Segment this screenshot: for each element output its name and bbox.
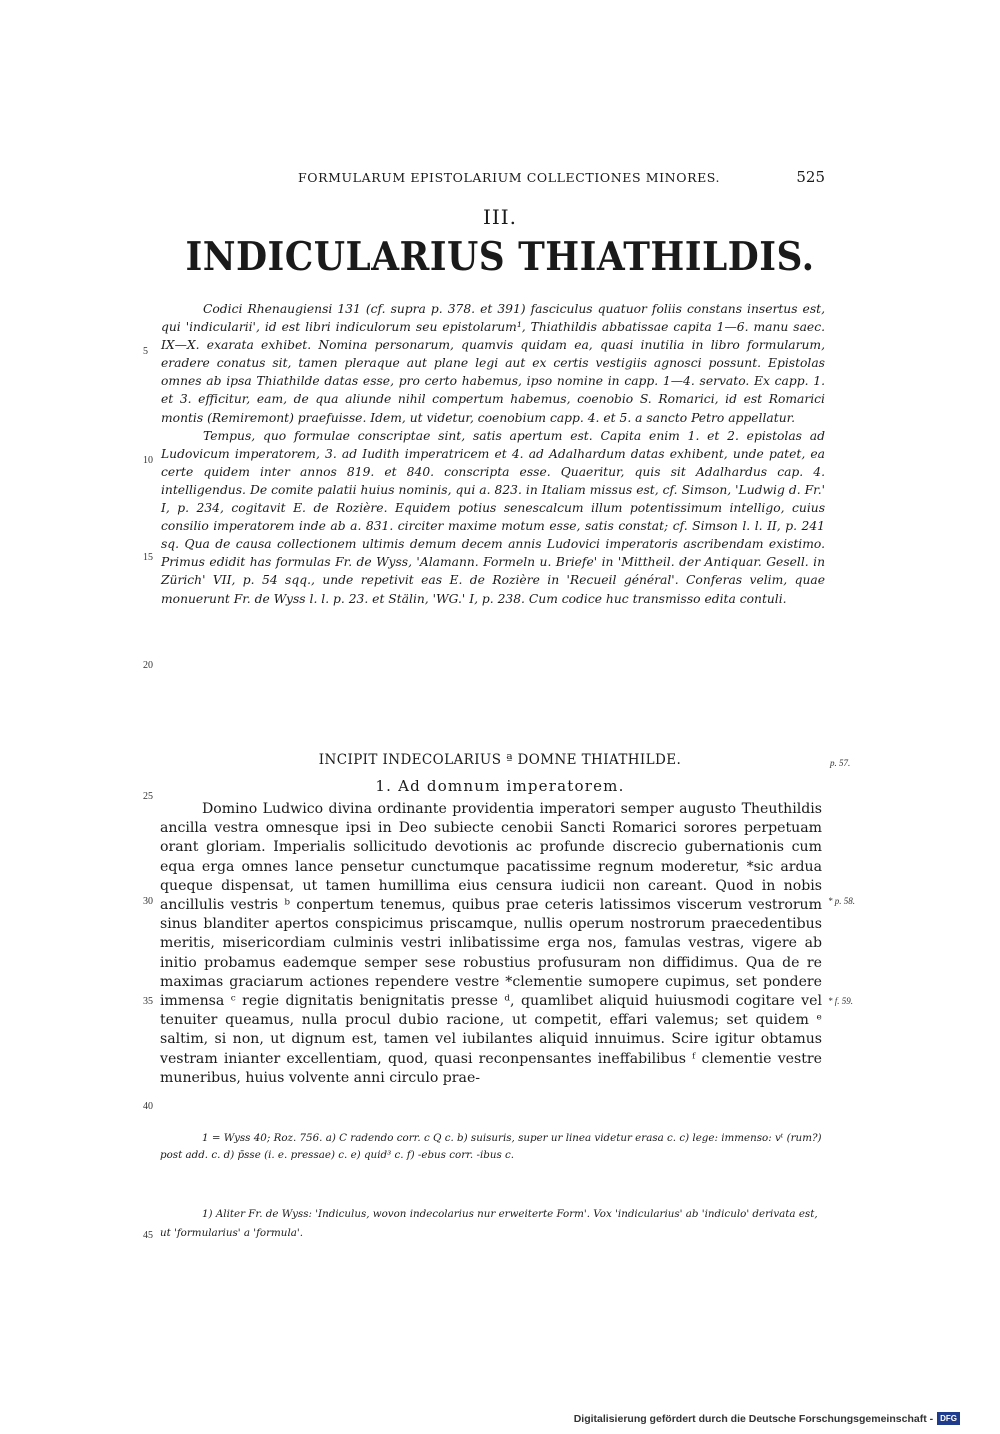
line-number: 35 bbox=[143, 996, 153, 1007]
page-number: 525 bbox=[796, 168, 825, 186]
line-number: 30 bbox=[143, 896, 153, 907]
section-heading: 1. Ad domnum imperatorem. bbox=[375, 777, 625, 795]
intro-paragraph: Codici Rhenaugiensi 131 (cf. supra p. 378. et 391) fasciculus quatuor foliis constans insertus est, qui 'indicularii', id est libri indiculorum seu epistolarum¹, Thiathildis abbatissae capita 1—6. manu saec. IX—X. exarata exhibet. Nomina personarum, quamvis quidam ea, quasi inutilia in libro formularum, eradere conatus sit, tamen pleraque aut plane legi aut ex certis vestigiis agnosci possunt. Epistolas omnes ab ipsa Thiathilde datas esse, pro certo habemus, ipso nomine in capp. 1—4. servato. Ex capp. 1. et 3. efficitur, eam, de qua aliunde nihil compertum habemus, coenobio S. Romarici, id est Romarici montis (Remiremont) praefuisse. Idem, ut videtur, coenobium capp. 4. et 5. a sancto Petro appellatur. bbox=[161, 302, 825, 425]
letter-paragraph: Domino Ludwico divina ordinante providentia imperatori semper augusto Theuthildis ancilla vestra omnesque ipsi in Deo subiecte cenobii Sancti Romarici sorores perpetuam orant gloriam. Imperialis sollicitudo devotionis ac profunde discrecio gubernationis cum equa erga omnes lance pensetur cunctumque pacatissime regnum moderetur, *sic ardua queque dispensat, ut tamen humillima eius censura iudicii non careant. Quod in nobis ancillulis vestris ᵇ conpertum tenemus, quibus prae ceteris latissimos viscerum vestrorum sinus blanditer apertos conspicimus priscamque, nullis operum nostrorum praecedentibus meritis, misericordiam culminis vestri inlibatissime erga nos, famulas vestras, vigere ab initio probamus eademque semper sese robustius profusuram non diffidimus. Qua de re maximas graciarum actiones rependere vestre *clementie sumopere cupimus, set pondere immensa ᶜ regie dignitatis benignitatis presse ᵈ, quamlibet aliquid huiusmodi cogitare vel tenuiter queamus, nulla procul dubio racione, ut competit, effari valemus; set quidem ᵉ saltim, si non, ut dignum est, tamen vel iubilantes aliquid innuimus. Scire igitur obtamus vestram inianter excellentiam, quod, quasi reconpensantes ineffabilibus ᶠ clementie vestre muneribus, huius volvente anni circulo prae- bbox=[160, 801, 822, 1086]
footnote-text: 1) Aliter Fr. de Wyss: 'Indiculus, wovon indecolarius nur erweiterte Form'. Vox 'indicularius' ab 'indiculo' derivata est, ut 'formularius' a 'formula'. bbox=[160, 1208, 818, 1239]
page-title: INDICULARIUS THIATHILDIS. bbox=[185, 234, 815, 280]
introduction bbox=[161, 300, 825, 608]
apparatus-text: 1 = Wyss 40; Roz. 756. a) C radendo corr. c Q c. b) suisuris, super ur linea videtur erasa c. c) lege: immenso: vᵗ (rum?) post add. c. d) p̄sse (i. e. pressae) c. e) quid³ c. f) -ebus corr. -ibus c. bbox=[160, 1132, 822, 1161]
intro-paragraph: Tempus, quo formulae conscriptae sint, satis apertum est. Capita enim 1. et 2. epistolas ad Ludovicum imperatorem, 3. ad Iudith imperatricem et 4. ad Adalhardum datas exhibent, unde patet, ea certe quidem inter annos 819. et 840. conscripta esse. Quaeritur, quis sit Adalhardus cap. 4. intelligendus. De comite palatii huius nominis, qui a. 823. in Italiam missus est, cf. Simson, 'Ludwig d. Fr.' I, p. 234, cogitavit E. de Rozière. Equidem potius senescalcum illum potentissimum intelligo, cuius consilio imperatorem inde ab a. 831. circiter maxime motum esse, satis constat; cf. Simson l. l. II, p. 241 sq. Qua de causa collectionem ultimis demum decem annis Ludovici imperatoris ascribendam existimo. Primus edidit has formulas Fr. de Wyss, 'Alamann. Formeln u. Briefe' in 'Mittheil. der Antiquar. Gesell. in Zürich' VII, p. 54 sqq., unde repetivit eas E. de Rozière in 'Recueil général'. Conferas velim, quae monuerunt Fr. de Wyss l. l. p. 23. et Stälin, 'WG.' I, p. 238. Cum codice huc transmisso edita contuli. bbox=[161, 428, 825, 606]
running-title: FORMULARUM EPISTOLARIUM COLLECTIONES MINORES. bbox=[298, 170, 721, 185]
line-number: 25 bbox=[143, 791, 153, 802]
line-number: 15 bbox=[143, 552, 153, 563]
running-head bbox=[160, 170, 825, 190]
critical-apparatus bbox=[160, 1130, 822, 1164]
margin-page-ref: * p. 58. bbox=[828, 896, 855, 906]
line-number: 20 bbox=[143, 660, 153, 671]
footnote bbox=[160, 1205, 822, 1243]
margin-page-ref: * f. 59. bbox=[828, 996, 854, 1006]
line-number: 5 bbox=[143, 346, 148, 357]
section-numeral: III. bbox=[482, 205, 518, 229]
credit-text: Digitalisierung gefördert durch die Deutsche Forschungsgemeinschaft - bbox=[573, 1412, 934, 1425]
line-number: 10 bbox=[143, 455, 153, 466]
margin-page-ref: p. 57. bbox=[830, 758, 851, 768]
line-number: 45 bbox=[143, 1230, 153, 1241]
line-number: 40 bbox=[143, 1101, 153, 1112]
letter-text bbox=[160, 800, 822, 1088]
dfg-credit bbox=[574, 1412, 960, 1425]
dfg-logo-icon: DFG bbox=[937, 1412, 960, 1425]
incipit: INCIPIT INDECOLARIUS ª DOMNE THIATHILDE. bbox=[318, 752, 682, 768]
